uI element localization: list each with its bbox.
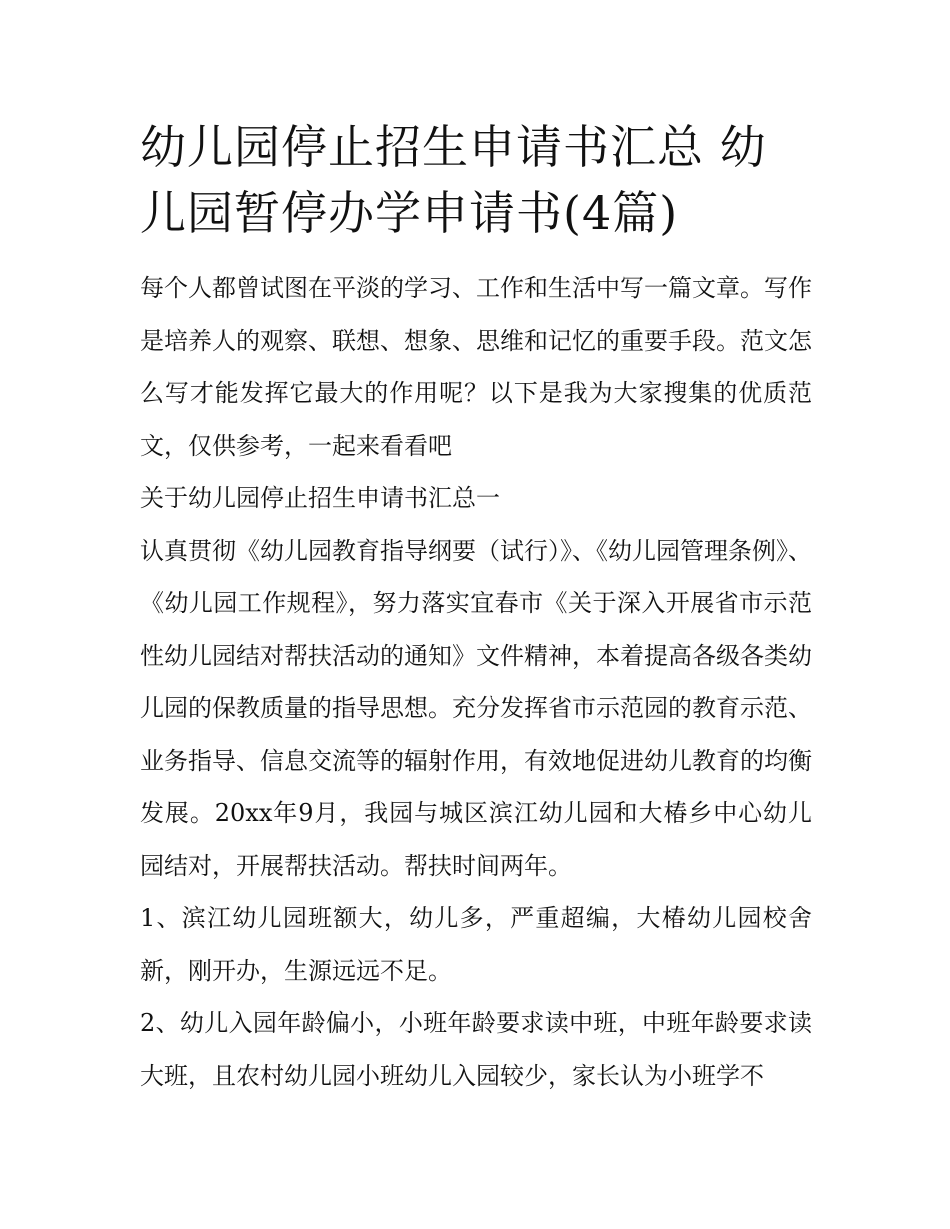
list-item-2: 2、幼儿入园年龄偏小，小班年龄要求读中班，中班年龄要求读大班，且农村幼儿园小班幼儿入园较少，家长认为小班学不 — [140, 1009, 812, 1090]
body-paragraph: 认真贯彻《幼儿园教育指导纲要（试行）》、《幼儿园管理条例》、《幼儿园工作规程》，努力落实宜春市《关于深入开展省市示范性幼儿园结对帮扶活动的通知》文件精神，本着提高各级各类幼儿园的保教质量的指导思想。充分发挥省市示范园的教育示范、业务指导、信息交流等的辐射作用，有效地促进幼儿教育的均衡发展。20xx年9月，我园与城区滨江幼儿园和大椿乡中心幼儿园结对，开展帮扶活动。帮扶时间两年。 — [140, 536, 812, 880]
list-item-1: 1、滨江幼儿园班额大，幼儿多，严重超编，大椿幼儿园校舍新，刚开办，生源远远不足。 — [140, 904, 812, 985]
section-heading: 关于幼儿园停止招生申请书汇总一 — [140, 484, 500, 512]
document-body — [140, 262, 812, 1102]
document-page — [140, 114, 812, 1102]
document-title: 幼儿园停止招生申请书汇总 幼儿园暂停办学申请书(4篇) — [140, 120, 767, 240]
intro-paragraph: 每个人都曾试图在平淡的学习、工作和生活中写一篇文章。写作是培养人的观察、联想、想象、思维和记忆的重要手段。范文怎么写才能发挥它最大的作用呢？以下是我为大家搜集的优质范文，仅供参考，一起来看看吧 — [140, 274, 812, 460]
